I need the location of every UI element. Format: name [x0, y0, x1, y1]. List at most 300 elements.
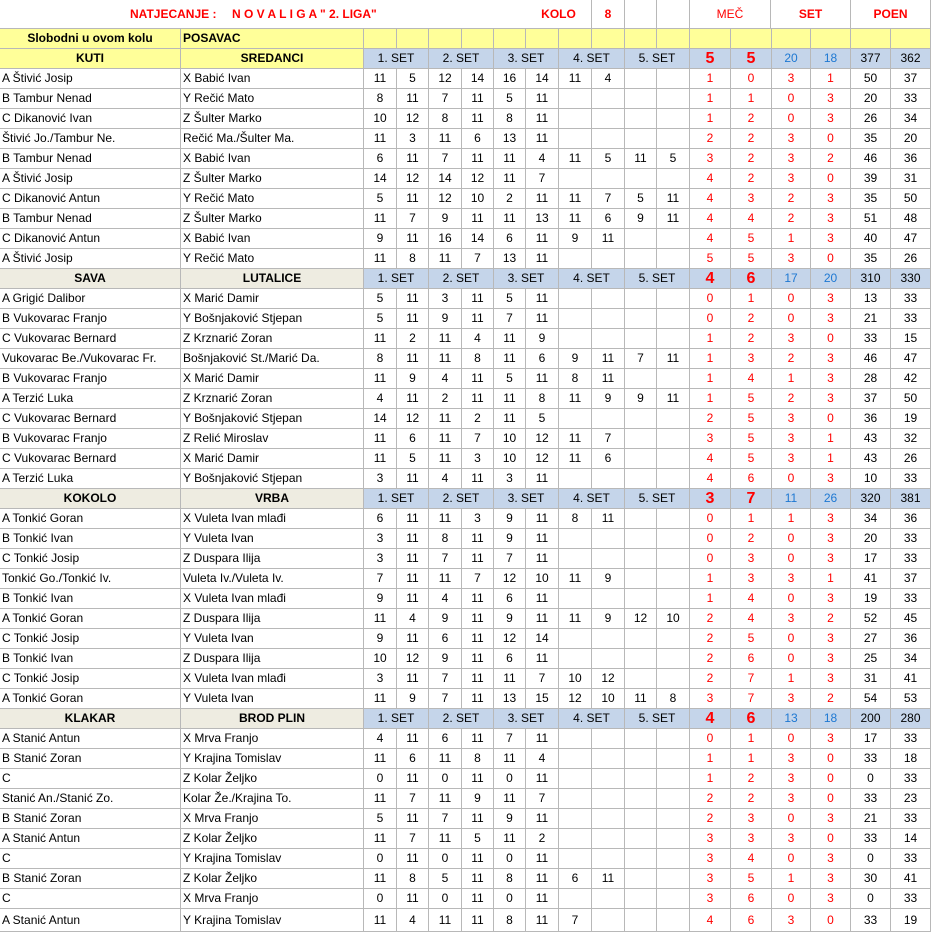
home-player: C Dikanović Antun — [0, 189, 181, 209]
set-score: 9 — [429, 309, 462, 329]
set-score — [559, 889, 592, 909]
set-score: 13 — [494, 689, 526, 709]
set-score: 11 — [364, 689, 397, 709]
away-player: Y Vuleta Ivan — [181, 629, 364, 649]
set-score — [625, 829, 657, 849]
set-score — [625, 229, 657, 249]
away-player: Z Šulter Marko — [181, 109, 364, 129]
poen-home: 34 — [851, 509, 891, 529]
set-score — [559, 649, 592, 669]
set-score: 4 — [526, 149, 559, 169]
set-score: 11 — [364, 449, 397, 469]
set-score — [625, 909, 657, 932]
poen-away: 19 — [891, 409, 931, 429]
set-score: 14 — [429, 169, 462, 189]
away-team-name: LUTALICE — [181, 269, 364, 289]
poen-home: 0 — [851, 889, 891, 909]
poen-total-home: 320 — [851, 489, 891, 509]
set-home: 3 — [772, 449, 811, 469]
set-score: 5 — [625, 189, 657, 209]
mec-total-home: 3 — [690, 489, 731, 509]
mec-home: 4 — [690, 449, 731, 469]
set-away: 2 — [811, 149, 851, 169]
set-score: 11 — [559, 69, 592, 89]
poen-away: 34 — [891, 109, 931, 129]
poen-away: 48 — [891, 209, 931, 229]
yellow-cell — [811, 29, 851, 49]
away-player: Y Bošnjaković Stjepan — [181, 309, 364, 329]
mec-home: 1 — [690, 769, 731, 789]
set-header: 5. SET — [625, 489, 690, 509]
set-score: 8 — [559, 369, 592, 389]
mec-away: 2 — [731, 109, 772, 129]
set-score: 12 — [397, 409, 429, 429]
mec-away: 5 — [731, 869, 772, 889]
set-score: 11 — [364, 869, 397, 889]
mec-away: 4 — [731, 209, 772, 229]
set-score: 16 — [494, 69, 526, 89]
mec-away: 6 — [731, 469, 772, 489]
set-score: 11 — [559, 149, 592, 169]
poen-home: 52 — [851, 609, 891, 629]
set-score — [657, 669, 690, 689]
set-home: 3 — [772, 789, 811, 809]
set-score: 9 — [526, 329, 559, 349]
set-score: 11 — [397, 729, 429, 749]
set-home: 3 — [772, 829, 811, 849]
poen-home: 39 — [851, 169, 891, 189]
set-score: 11 — [592, 369, 625, 389]
poen-total-home: 310 — [851, 269, 891, 289]
home-player: A Stanić Antun — [0, 829, 181, 849]
set-score: 7 — [592, 189, 625, 209]
set-score: 11 — [526, 509, 559, 529]
set-score: 6 — [592, 209, 625, 229]
set-score: 11 — [397, 89, 429, 109]
poen-home: 31 — [851, 669, 891, 689]
mec-away: 3 — [731, 549, 772, 569]
set-home: 3 — [772, 769, 811, 789]
poen-home: 33 — [851, 909, 891, 932]
set-score: 7 — [397, 209, 429, 229]
mec-total-away: 5 — [731, 49, 772, 69]
set-away: 3 — [811, 629, 851, 649]
set-away: 3 — [811, 589, 851, 609]
set-score: 7 — [462, 249, 494, 269]
poen-away: 33 — [891, 729, 931, 749]
set-score — [592, 169, 625, 189]
set-away: 3 — [811, 729, 851, 749]
set-score: 11 — [397, 589, 429, 609]
set-header: 3. SET — [494, 709, 559, 729]
set-away: 3 — [811, 289, 851, 309]
set-score: 11 — [397, 469, 429, 489]
poen-away: 18 — [891, 749, 931, 769]
mec-home: 1 — [690, 369, 731, 389]
poen-home: 17 — [851, 549, 891, 569]
away-player: Bošnjaković St./Marić Da. — [181, 349, 364, 369]
set-score — [592, 749, 625, 769]
poen-away: 42 — [891, 369, 931, 389]
set-score: 10 — [364, 649, 397, 669]
home-player: A Terzić Luka — [0, 469, 181, 489]
set-score — [559, 309, 592, 329]
yellow-cell — [526, 29, 559, 49]
mec-home: 2 — [690, 629, 731, 649]
mec-away: 2 — [731, 789, 772, 809]
yellow-cell — [772, 29, 811, 49]
set-score: 11 — [526, 529, 559, 549]
poen-away: 33 — [891, 809, 931, 829]
poen-away: 36 — [891, 149, 931, 169]
mec-total-home: 4 — [690, 709, 731, 729]
set-score: 15 — [526, 689, 559, 709]
set-score: 3 — [364, 669, 397, 689]
away-player: Y Krajina Tomislav — [181, 849, 364, 869]
set-score: 11 — [429, 789, 462, 809]
set-score: 8 — [364, 349, 397, 369]
poen-home: 27 — [851, 629, 891, 649]
set-score: 7 — [429, 689, 462, 709]
set-score — [657, 809, 690, 829]
set-score: 4 — [397, 909, 429, 932]
set-score — [592, 769, 625, 789]
set-score: 11 — [462, 389, 494, 409]
set-score — [657, 909, 690, 932]
set-score: 11 — [429, 509, 462, 529]
free-label: Slobodni u ovom kolu — [0, 29, 181, 49]
set-away: 3 — [811, 549, 851, 569]
set-score: 14 — [364, 169, 397, 189]
set-score: 11 — [494, 169, 526, 189]
set-score: 12 — [397, 109, 429, 129]
set-score: 6 — [494, 649, 526, 669]
set-score — [592, 289, 625, 309]
set-header: 5. SET — [625, 269, 690, 289]
set-score: 3 — [364, 549, 397, 569]
set-score: 11 — [494, 669, 526, 689]
set-score — [625, 729, 657, 749]
away-player: Z Šulter Marko — [181, 169, 364, 189]
set-away: 0 — [811, 829, 851, 849]
away-player: X Babić Ivan — [181, 69, 364, 89]
empty-cell — [657, 0, 690, 29]
mec-home: 3 — [690, 689, 731, 709]
away-player: X Babić Ivan — [181, 229, 364, 249]
mec-away: 1 — [731, 729, 772, 749]
set-score: 11 — [559, 569, 592, 589]
set-score — [592, 89, 625, 109]
set-score: 11 — [526, 229, 559, 249]
poen-home: 0 — [851, 769, 891, 789]
yellow-cell — [851, 29, 891, 49]
set-score: 11 — [364, 789, 397, 809]
set-label: SET — [771, 0, 851, 29]
set-score: 11 — [559, 209, 592, 229]
poen-home: 36 — [851, 409, 891, 429]
set-score: 9 — [559, 349, 592, 369]
set-total-away: 18 — [811, 709, 851, 729]
set-score: 8 — [462, 749, 494, 769]
yellow-cell — [559, 29, 592, 49]
home-team-name: KOKOLO — [0, 489, 181, 509]
set-score: 8 — [526, 389, 559, 409]
set-score: 11 — [462, 669, 494, 689]
set-score: 11 — [462, 769, 494, 789]
mec-home: 1 — [690, 69, 731, 89]
set-header: 2. SET — [429, 269, 494, 289]
match-label: MEČ — [690, 0, 771, 29]
home-player: C Tonkić Josip — [0, 629, 181, 649]
set-score: 10 — [494, 449, 526, 469]
mec-home: 2 — [690, 809, 731, 829]
poen-away: 47 — [891, 229, 931, 249]
set-score: 11 — [364, 909, 397, 932]
set-score: 9 — [397, 689, 429, 709]
set-score — [625, 669, 657, 689]
set-score: 8 — [657, 689, 690, 709]
away-player: X Vuleta Ivan mlađi — [181, 589, 364, 609]
set-score — [657, 69, 690, 89]
set-score: 6 — [364, 149, 397, 169]
set-score: 4 — [592, 69, 625, 89]
set-home: 3 — [772, 609, 811, 629]
poen-away: 33 — [891, 89, 931, 109]
away-player: Z Kolar Željko — [181, 829, 364, 849]
home-player: Tonkić Go./Tonkić Iv. — [0, 569, 181, 589]
yellow-cell — [657, 29, 690, 49]
set-home: 1 — [772, 669, 811, 689]
set-score: 8 — [397, 249, 429, 269]
set-score: 5 — [494, 89, 526, 109]
set-score: 11 — [429, 829, 462, 849]
set-score: 11 — [526, 469, 559, 489]
set-score: 11 — [462, 729, 494, 749]
set-score: 11 — [397, 889, 429, 909]
poen-home: 50 — [851, 69, 891, 89]
mec-home: 4 — [690, 169, 731, 189]
set-score: 11 — [559, 449, 592, 469]
set-home: 0 — [772, 89, 811, 109]
set-score: 11 — [526, 849, 559, 869]
home-player: A Stanić Antun — [0, 909, 181, 932]
set-home: 0 — [772, 889, 811, 909]
set-score: 2 — [397, 329, 429, 349]
mec-away: 4 — [731, 849, 772, 869]
poen-home: 0 — [851, 849, 891, 869]
poen-away: 26 — [891, 249, 931, 269]
set-score — [657, 789, 690, 809]
set-score: 7 — [526, 669, 559, 689]
set-away: 3 — [811, 509, 851, 529]
set-score — [625, 289, 657, 309]
set-score: 11 — [397, 289, 429, 309]
set-score — [559, 789, 592, 809]
set-score — [592, 529, 625, 549]
set-away: 1 — [811, 69, 851, 89]
away-player: Y Vuleta Ivan — [181, 529, 364, 549]
set-score: 11 — [462, 89, 494, 109]
set-score: 7 — [526, 169, 559, 189]
away-player: X Marić Damir — [181, 449, 364, 469]
home-player: C Vukovarac Bernard — [0, 409, 181, 429]
set-home: 0 — [772, 649, 811, 669]
set-score — [592, 649, 625, 669]
poen-home: 33 — [851, 829, 891, 849]
poen-home: 41 — [851, 569, 891, 589]
set-score: 7 — [364, 569, 397, 589]
set-score: 12 — [625, 609, 657, 629]
away-player: X Mrva Franjo — [181, 889, 364, 909]
set-home: 0 — [772, 529, 811, 549]
set-score: 9 — [364, 589, 397, 609]
set-score: 7 — [429, 89, 462, 109]
poen-away: 33 — [891, 769, 931, 789]
home-player: C Dikanović Antun — [0, 229, 181, 249]
home-player: A Štivić Josip — [0, 69, 181, 89]
set-home: 3 — [772, 329, 811, 349]
set-header: 3. SET — [494, 49, 559, 69]
set-score: 6 — [592, 449, 625, 469]
set-score: 7 — [494, 729, 526, 749]
set-score: 5 — [462, 829, 494, 849]
set-score: 6 — [462, 129, 494, 149]
home-player: B Stanić Zoran — [0, 749, 181, 769]
set-score: 7 — [429, 809, 462, 829]
set-score — [592, 849, 625, 869]
free-team: POSAVAC — [181, 29, 364, 49]
set-score: 10 — [364, 109, 397, 129]
home-player: B Tonkić Ivan — [0, 589, 181, 609]
set-score — [559, 109, 592, 129]
set-score: 7 — [429, 149, 462, 169]
set-score: 7 — [397, 829, 429, 849]
set-away: 1 — [811, 569, 851, 589]
yellow-cell — [690, 29, 731, 49]
set-away: 3 — [811, 649, 851, 669]
set-score — [559, 729, 592, 749]
set-away: 3 — [811, 849, 851, 869]
home-player: Štivić Jo./Tambur Ne. — [0, 129, 181, 149]
set-score — [559, 749, 592, 769]
mec-home: 1 — [690, 109, 731, 129]
set-score — [657, 429, 690, 449]
set-score: 9 — [364, 229, 397, 249]
set-away: 3 — [811, 349, 851, 369]
poen-home: 35 — [851, 189, 891, 209]
home-player: B Stanić Zoran — [0, 869, 181, 889]
set-home: 3 — [772, 69, 811, 89]
poen-home: 17 — [851, 729, 891, 749]
set-score — [559, 249, 592, 269]
set-score — [625, 589, 657, 609]
away-player: Z Duspara Ilija — [181, 649, 364, 669]
set-score — [559, 469, 592, 489]
home-player: B Stanić Zoran — [0, 809, 181, 829]
set-score: 11 — [526, 369, 559, 389]
set-score — [592, 629, 625, 649]
set-score: 11 — [657, 189, 690, 209]
set-header: 1. SET — [364, 489, 429, 509]
set-score: 0 — [364, 849, 397, 869]
mec-away: 2 — [731, 769, 772, 789]
set-score — [657, 289, 690, 309]
set-score: 11 — [462, 289, 494, 309]
set-score: 11 — [397, 149, 429, 169]
set-score — [625, 889, 657, 909]
poen-away: 53 — [891, 689, 931, 709]
mec-home: 1 — [690, 349, 731, 369]
set-home: 0 — [772, 549, 811, 569]
mec-away: 4 — [731, 589, 772, 609]
set-score: 9 — [429, 609, 462, 629]
home-team-name: SAVA — [0, 269, 181, 289]
set-score: 13 — [494, 249, 526, 269]
set-away: 3 — [811, 869, 851, 889]
set-score — [592, 109, 625, 129]
set-score: 0 — [429, 849, 462, 869]
set-score: 11 — [559, 189, 592, 209]
mec-home: 1 — [690, 389, 731, 409]
set-score: 11 — [462, 549, 494, 569]
set-away: 3 — [811, 529, 851, 549]
poen-home: 46 — [851, 349, 891, 369]
set-score: 9 — [592, 569, 625, 589]
home-player: Vukovarac Be./Vukovarac Fr. — [0, 349, 181, 369]
set-score — [625, 369, 657, 389]
mec-home: 2 — [690, 129, 731, 149]
mec-home: 1 — [690, 329, 731, 349]
poen-home: 46 — [851, 149, 891, 169]
set-score: 7 — [429, 549, 462, 569]
home-player: C — [0, 889, 181, 909]
mec-away: 2 — [731, 129, 772, 149]
set-score: 11 — [494, 329, 526, 349]
set-score: 8 — [494, 869, 526, 889]
set-total-away: 26 — [811, 489, 851, 509]
set-score — [625, 309, 657, 329]
away-player: Y Krajina Tomislav — [181, 909, 364, 932]
set-score: 13 — [494, 129, 526, 149]
poen-away: 32 — [891, 429, 931, 449]
set-score: 8 — [429, 109, 462, 129]
set-score: 6 — [429, 629, 462, 649]
set-score — [592, 309, 625, 329]
mec-home: 2 — [690, 609, 731, 629]
set-score: 11 — [526, 589, 559, 609]
set-score: 11 — [462, 689, 494, 709]
set-away: 3 — [811, 889, 851, 909]
mec-home: 0 — [690, 289, 731, 309]
set-score: 7 — [526, 789, 559, 809]
mec-home: 1 — [690, 569, 731, 589]
away-team-name: VRBA — [181, 489, 364, 509]
set-score: 11 — [462, 149, 494, 169]
points-label: POEN — [851, 0, 931, 29]
set-score: 5 — [397, 69, 429, 89]
set-score: 5 — [494, 369, 526, 389]
mec-home: 0 — [690, 309, 731, 329]
poen-home: 43 — [851, 449, 891, 469]
mec-home: 3 — [690, 849, 731, 869]
set-header: 3. SET — [494, 489, 559, 509]
set-score: 12 — [494, 629, 526, 649]
set-score: 11 — [462, 369, 494, 389]
set-away: 0 — [811, 789, 851, 809]
set-score: 12 — [592, 669, 625, 689]
set-score — [559, 529, 592, 549]
set-score: 9 — [494, 809, 526, 829]
